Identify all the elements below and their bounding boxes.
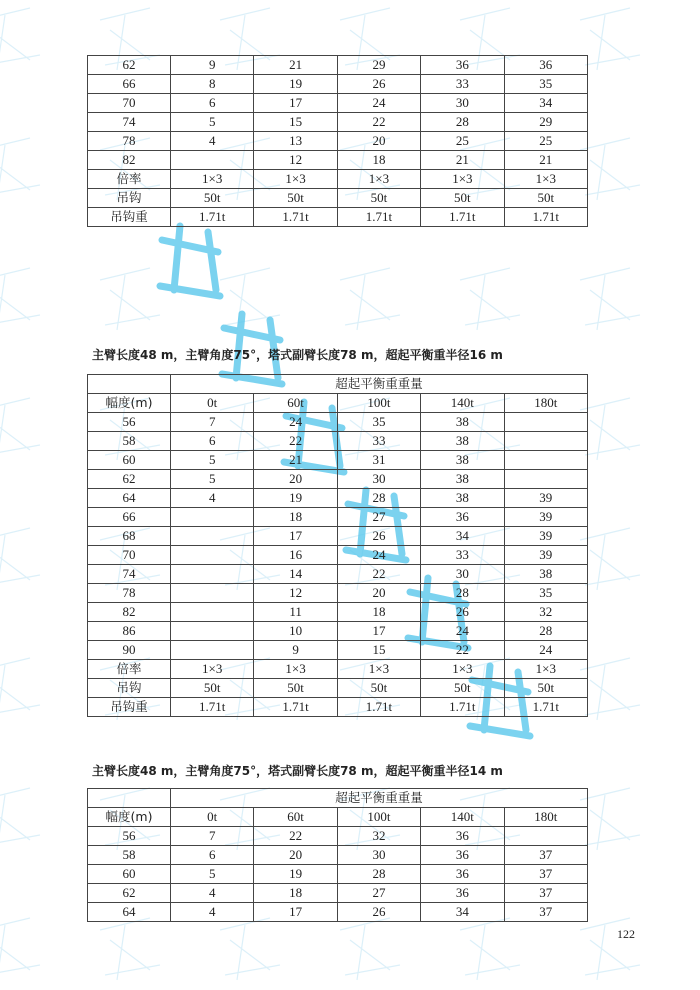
- table-row: [88, 527, 588, 546]
- table-cell: 28: [504, 622, 587, 641]
- table-cell: 1.71t: [254, 208, 337, 227]
- table-cell: 32: [504, 603, 587, 622]
- table-cell: 26: [337, 527, 420, 546]
- table-cell: [504, 470, 587, 489]
- table-cell: 28: [421, 584, 504, 603]
- column-header: 100t: [337, 394, 420, 413]
- table-cell: 25: [504, 132, 587, 151]
- column-header-row: [88, 394, 588, 413]
- table-cell: 19: [254, 865, 337, 884]
- table-cell: 7: [171, 827, 254, 846]
- column-header: 180t: [504, 394, 587, 413]
- table-cell: 39: [504, 508, 587, 527]
- table-cell: [171, 151, 254, 170]
- table-cell: 38: [421, 432, 504, 451]
- table-cell: 39: [504, 546, 587, 565]
- table-cell: 13: [254, 132, 337, 151]
- table-row: [88, 698, 588, 717]
- table-cell: 18: [254, 884, 337, 903]
- row-header: 幅度(m): [88, 394, 171, 413]
- table-cell: 6: [171, 94, 254, 113]
- table-cell: 36: [421, 884, 504, 903]
- table-cell: 5: [171, 865, 254, 884]
- table-cell: 22: [337, 565, 420, 584]
- watermark-stroke: [580, 398, 640, 460]
- row-label-cell: 68: [88, 527, 171, 546]
- table-cell: 1×3: [421, 170, 504, 189]
- table-cell: 50t: [337, 189, 420, 208]
- row-label-cell: 60: [88, 451, 171, 470]
- table-cell: 20: [254, 846, 337, 865]
- table-cell: 17: [254, 527, 337, 546]
- table-row: [88, 56, 588, 75]
- column-header: 60t: [254, 394, 337, 413]
- table-cell: 5: [171, 451, 254, 470]
- table-cell: 50t: [171, 189, 254, 208]
- row-label-cell: 60: [88, 865, 171, 884]
- table-cell: 38: [504, 565, 587, 584]
- table-cell: 4: [171, 903, 254, 922]
- table-cell: 24: [337, 546, 420, 565]
- table-cell: 28: [421, 113, 504, 132]
- table-cell: 1×3: [171, 170, 254, 189]
- column-header: 100t: [337, 808, 420, 827]
- table-row: [88, 208, 588, 227]
- column-header: 0t: [171, 394, 254, 413]
- column-header: 0t: [171, 808, 254, 827]
- table-cell: 1.71t: [504, 698, 587, 717]
- table-cell: 30: [337, 470, 420, 489]
- row-label-cell: 62: [88, 56, 171, 75]
- table-cell: 22: [337, 113, 420, 132]
- watermark-stroke: [220, 918, 280, 980]
- row-label-cell: 66: [88, 508, 171, 527]
- column-header: 140t: [421, 808, 504, 827]
- row-label-cell: 56: [88, 827, 171, 846]
- table-cell: 50t: [421, 189, 504, 208]
- table-cell: 21: [254, 451, 337, 470]
- table-row: [88, 903, 588, 922]
- table-row: [88, 827, 588, 846]
- empty-header-cell: [88, 789, 171, 808]
- table-row: [88, 546, 588, 565]
- table-cell: 22: [254, 827, 337, 846]
- table-cell: 33: [337, 432, 420, 451]
- table-cell: 24: [421, 622, 504, 641]
- table-cell: 1.71t: [421, 208, 504, 227]
- table-cell: 32: [337, 827, 420, 846]
- table-cell: 38: [421, 470, 504, 489]
- table-cell: 25: [421, 132, 504, 151]
- table-cell: [171, 508, 254, 527]
- table-row: [88, 132, 588, 151]
- table-cell: 18: [254, 508, 337, 527]
- table-cell: 1.71t: [171, 208, 254, 227]
- table-cell: 37: [504, 846, 587, 865]
- table-row: [88, 151, 588, 170]
- table-cell: 50t: [171, 679, 254, 698]
- table-cell: 9: [171, 56, 254, 75]
- table-row: [88, 660, 588, 679]
- table-row: [88, 622, 588, 641]
- row-label-cell: 吊钩: [88, 189, 171, 208]
- table-cell: 29: [504, 113, 587, 132]
- watermark-stroke: [0, 8, 40, 70]
- watermark-stroke: [0, 788, 40, 850]
- row-label-cell: 56: [88, 413, 171, 432]
- table-cell: 19: [254, 489, 337, 508]
- table-row: [88, 865, 588, 884]
- table-row: [88, 489, 588, 508]
- row-label-cell: 82: [88, 603, 171, 622]
- table-cell: 22: [254, 432, 337, 451]
- table-cell: 34: [504, 94, 587, 113]
- table-cell: 28: [337, 489, 420, 508]
- table-cell: 1×3: [421, 660, 504, 679]
- watermark-stroke: [580, 8, 640, 70]
- table-row: [88, 113, 588, 132]
- table-cell: 37: [504, 865, 587, 884]
- row-label-cell: 倍率: [88, 660, 171, 679]
- table-cell: 31: [337, 451, 420, 470]
- table-cell: 35: [337, 413, 420, 432]
- table-cell: [171, 622, 254, 641]
- table-cell: 38: [421, 413, 504, 432]
- table-cell: 1.71t: [171, 698, 254, 717]
- row-label-cell: 吊钩重: [88, 208, 171, 227]
- table-cell: 36: [421, 846, 504, 865]
- table-cell: 33: [421, 75, 504, 94]
- table-cell: 33: [421, 546, 504, 565]
- table-cell: 1×3: [254, 660, 337, 679]
- table-cell: [171, 603, 254, 622]
- table-cell: 1.71t: [337, 208, 420, 227]
- watermark-stroke: [0, 528, 40, 590]
- empty-header-cell: [88, 375, 171, 394]
- row-label-cell: 58: [88, 432, 171, 451]
- row-label-cell: 62: [88, 470, 171, 489]
- table-cell: 17: [254, 94, 337, 113]
- table-2-title: 主臂长度48 m，主臂角度75°，塔式副臂长度78 m，超起平衡重半径16 m: [92, 348, 503, 362]
- row-label-cell: 吊钩重: [88, 698, 171, 717]
- table-cell: 35: [504, 75, 587, 94]
- table-row: [88, 189, 588, 208]
- table-cell: 27: [337, 508, 420, 527]
- page-number: 122: [617, 927, 635, 941]
- watermark-stroke: [580, 138, 640, 200]
- table-cell: 15: [254, 113, 337, 132]
- watermark-stroke: [580, 268, 640, 330]
- table-row: [88, 641, 588, 660]
- table-cell: 37: [504, 884, 587, 903]
- watermark-stroke: [460, 918, 520, 980]
- table-cell: [504, 451, 587, 470]
- table-cell: 14: [254, 565, 337, 584]
- table-cell: 1.71t: [504, 208, 587, 227]
- watermark-glyph: [160, 226, 220, 296]
- row-label-cell: 70: [88, 94, 171, 113]
- table-cell: 12: [254, 584, 337, 603]
- table-cell: 34: [421, 527, 504, 546]
- column-header: 180t: [504, 808, 587, 827]
- column-header: 140t: [421, 394, 504, 413]
- table-row: [88, 432, 588, 451]
- table-cell: 26: [421, 603, 504, 622]
- table-cell: 22: [421, 641, 504, 660]
- row-label-cell: 74: [88, 113, 171, 132]
- table-row: [88, 508, 588, 527]
- watermark-stroke: [0, 398, 40, 460]
- watermark-stroke: [460, 268, 520, 330]
- table-cell: 1×3: [254, 170, 337, 189]
- table-cell: 28: [337, 865, 420, 884]
- table-row: [88, 451, 588, 470]
- table-cell: 18: [337, 151, 420, 170]
- table-row: [88, 846, 588, 865]
- row-label-cell: 吊钩: [88, 679, 171, 698]
- table-cell: 34: [421, 903, 504, 922]
- row-label-cell: 58: [88, 846, 171, 865]
- row-label-cell: 64: [88, 489, 171, 508]
- table-cell: 50t: [504, 189, 587, 208]
- table-cell: [171, 584, 254, 603]
- table-cell: 24: [254, 413, 337, 432]
- table-cell: 20: [254, 470, 337, 489]
- table-cell: 26: [337, 903, 420, 922]
- table-cell: 24: [504, 641, 587, 660]
- row-header: 幅度(m): [88, 808, 171, 827]
- column-header: 60t: [254, 808, 337, 827]
- table-cell: 12: [254, 151, 337, 170]
- row-label-cell: 82: [88, 151, 171, 170]
- table-cell: 5: [171, 470, 254, 489]
- table-cell: 50t: [337, 679, 420, 698]
- table-cell: 35: [504, 584, 587, 603]
- table-cell: 36: [421, 508, 504, 527]
- table-cell: [504, 827, 587, 846]
- watermark-stroke: [580, 658, 640, 720]
- table-cell: 30: [421, 94, 504, 113]
- row-label-cell: 90: [88, 641, 171, 660]
- table-cell: 29: [337, 56, 420, 75]
- table-cell: 8: [171, 75, 254, 94]
- table-row: [88, 413, 588, 432]
- table-cell: 36: [504, 56, 587, 75]
- table-cell: 30: [337, 846, 420, 865]
- table-cell: 27: [337, 884, 420, 903]
- row-label-cell: 78: [88, 132, 171, 151]
- table-cell: 1.71t: [254, 698, 337, 717]
- table-cell: 37: [504, 903, 587, 922]
- table-cell: 36: [421, 56, 504, 75]
- watermark-stroke: [580, 788, 640, 850]
- row-label-cell: 64: [88, 903, 171, 922]
- load-table-1: [87, 55, 588, 227]
- watermark-stroke: [340, 918, 400, 980]
- table-cell: 30: [421, 565, 504, 584]
- table-row: [88, 584, 588, 603]
- table-row: [88, 75, 588, 94]
- table-cell: 19: [254, 75, 337, 94]
- table-cell: 20: [337, 584, 420, 603]
- table-cell: 1×3: [337, 170, 420, 189]
- table-row: [88, 603, 588, 622]
- table-cell: [504, 413, 587, 432]
- table-cell: 39: [504, 527, 587, 546]
- table-row: [88, 565, 588, 584]
- table-cell: [171, 527, 254, 546]
- table-row: [88, 94, 588, 113]
- table-cell: 11: [254, 603, 337, 622]
- watermark-stroke: [340, 268, 400, 330]
- watermark-stroke: [220, 268, 280, 330]
- watermark-stroke: [0, 268, 40, 330]
- table-cell: 50t: [421, 679, 504, 698]
- row-label-cell: 62: [88, 884, 171, 903]
- watermark-stroke: [0, 918, 40, 980]
- table-row: [88, 470, 588, 489]
- row-label-cell: 78: [88, 584, 171, 603]
- table-cell: 38: [421, 451, 504, 470]
- table-cell: 15: [337, 641, 420, 660]
- table-cell: 1.71t: [421, 698, 504, 717]
- table-cell: 1×3: [504, 660, 587, 679]
- table-cell: 50t: [504, 679, 587, 698]
- watermark-stroke: [0, 138, 40, 200]
- table-cell: 36: [421, 827, 504, 846]
- table-cell: 21: [504, 151, 587, 170]
- load-table-2: [87, 374, 588, 717]
- table-cell: 26: [337, 75, 420, 94]
- table-cell: 7: [171, 413, 254, 432]
- watermark-stroke: [580, 528, 640, 590]
- row-label-cell: 70: [88, 546, 171, 565]
- table-cell: 36: [421, 865, 504, 884]
- table-cell: 38: [421, 489, 504, 508]
- load-table-3: [87, 788, 588, 922]
- row-label-cell: 66: [88, 75, 171, 94]
- table-cell: 21: [254, 56, 337, 75]
- table-cell: [171, 546, 254, 565]
- row-label-cell: 74: [88, 565, 171, 584]
- group-header: 超起平衡重重量: [171, 789, 588, 808]
- table-cell: 4: [171, 489, 254, 508]
- table-cell: 4: [171, 884, 254, 903]
- table-cell: 6: [171, 432, 254, 451]
- watermark-stroke: [100, 268, 160, 330]
- table-cell: 50t: [254, 679, 337, 698]
- table-3-title: 主臂长度48 m，主臂角度75°，塔式副臂长度78 m，超起平衡重半径14 m: [92, 764, 503, 778]
- row-label-cell: 倍率: [88, 170, 171, 189]
- table-cell: 1×3: [504, 170, 587, 189]
- table-cell: 9: [254, 641, 337, 660]
- table-cell: 1×3: [337, 660, 420, 679]
- table-cell: [504, 432, 587, 451]
- table-cell: 5: [171, 113, 254, 132]
- header-row: [88, 789, 588, 808]
- header-row: [88, 375, 588, 394]
- table-cell: [171, 565, 254, 584]
- table-cell: 1.71t: [337, 698, 420, 717]
- table-cell: 20: [337, 132, 420, 151]
- column-header-row: [88, 808, 588, 827]
- table-cell: 1×3: [171, 660, 254, 679]
- table-row: [88, 170, 588, 189]
- table-cell: 24: [337, 94, 420, 113]
- table-row: [88, 884, 588, 903]
- table-cell: 4: [171, 132, 254, 151]
- table-cell: 6: [171, 846, 254, 865]
- watermark-stroke: [0, 658, 40, 720]
- watermark-stroke: [100, 918, 160, 980]
- table-cell: 16: [254, 546, 337, 565]
- table-cell: 17: [254, 903, 337, 922]
- row-label-cell: 86: [88, 622, 171, 641]
- table-cell: 10: [254, 622, 337, 641]
- table-cell: 50t: [254, 189, 337, 208]
- group-header: 超起平衡重重量: [171, 375, 588, 394]
- table-cell: [171, 641, 254, 660]
- table-row: [88, 679, 588, 698]
- table-cell: 39: [504, 489, 587, 508]
- table-cell: 17: [337, 622, 420, 641]
- table-cell: 21: [421, 151, 504, 170]
- table-cell: 18: [337, 603, 420, 622]
